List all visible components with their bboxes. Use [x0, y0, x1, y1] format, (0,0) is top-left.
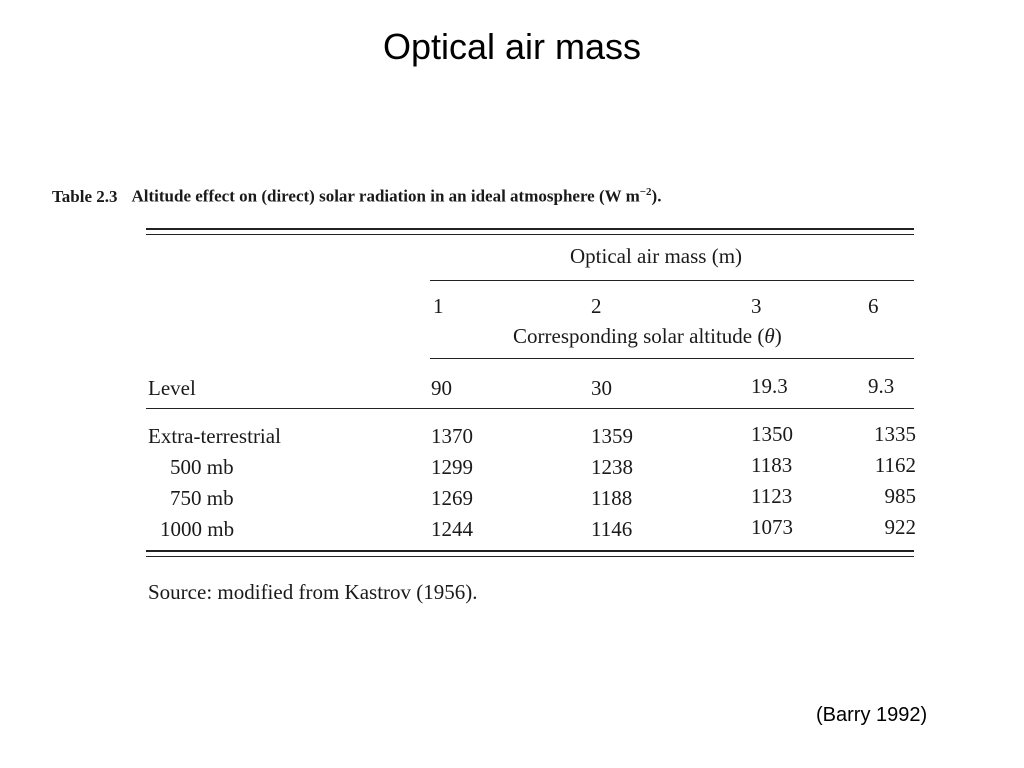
- row-label: 1000 mb: [160, 517, 235, 541]
- header-bottom-rule: [146, 408, 914, 409]
- table-cell: 1188: [591, 486, 633, 510]
- table-caption: [52, 186, 661, 207]
- row-label: 500 mb: [170, 455, 234, 479]
- table-bottom-rule: [146, 550, 914, 552]
- table-cell: 1269: [431, 486, 473, 510]
- table-caption-text: Altitude effect on (direct) solar radiation in an ideal atmosphere (W m: [131, 186, 640, 206]
- air-mass-value: 6: [868, 294, 879, 318]
- table-cell: 1146: [591, 517, 633, 541]
- altitude-value: 19.3: [751, 374, 788, 398]
- spanner-header: Optical air mass (m): [570, 244, 743, 268]
- table-cell: 1162: [874, 453, 916, 477]
- table-cell: 1370: [431, 424, 473, 448]
- table-source: Source: modified from Kastrov (1956).: [148, 580, 478, 604]
- slide-title: Optical air mass: [382, 26, 642, 67]
- altitude-value: 90: [431, 376, 452, 400]
- level-label: Level: [148, 376, 196, 400]
- table-cell: 1359: [591, 424, 633, 448]
- table-cell: 985: [884, 484, 916, 508]
- table-caption-exponent: −2: [639, 186, 652, 198]
- air-mass-value: 1: [433, 294, 444, 318]
- table-cell: 1073: [751, 515, 793, 539]
- table-cell: 1335: [874, 422, 916, 446]
- sub-header-close: ): [774, 324, 782, 348]
- air-mass-value: 3: [751, 294, 762, 318]
- altitude-value: 30: [591, 376, 612, 400]
- theta-symbol: θ: [764, 324, 775, 348]
- table-number: Table 2.3: [52, 186, 118, 206]
- slide-credit: (Barry 1992): [816, 704, 928, 726]
- spanner-rule: [430, 280, 914, 281]
- table-cell: 1299: [431, 455, 473, 479]
- table-top-rule: [146, 228, 914, 230]
- table-cell: 1238: [591, 455, 633, 479]
- table-cell: 922: [884, 515, 916, 539]
- table-cell: 1244: [431, 517, 473, 541]
- table-top-rule-2: [146, 234, 914, 235]
- table-cell: 1350: [751, 422, 793, 446]
- table-cell: 1183: [751, 453, 793, 477]
- row-label: Extra-terrestrial: [148, 424, 281, 448]
- table-bottom-rule-2: [146, 556, 914, 557]
- altitude-value: 9.3: [868, 374, 895, 398]
- air-mass-value: 2: [591, 294, 602, 318]
- sub-header-rule: [430, 358, 914, 359]
- sub-header-text: Corresponding solar altitude (: [513, 324, 765, 348]
- sub-header: [513, 324, 782, 349]
- table-cell: 1123: [751, 484, 793, 508]
- table-caption-end: ).: [651, 186, 662, 206]
- row-label: 750 mb: [170, 486, 234, 510]
